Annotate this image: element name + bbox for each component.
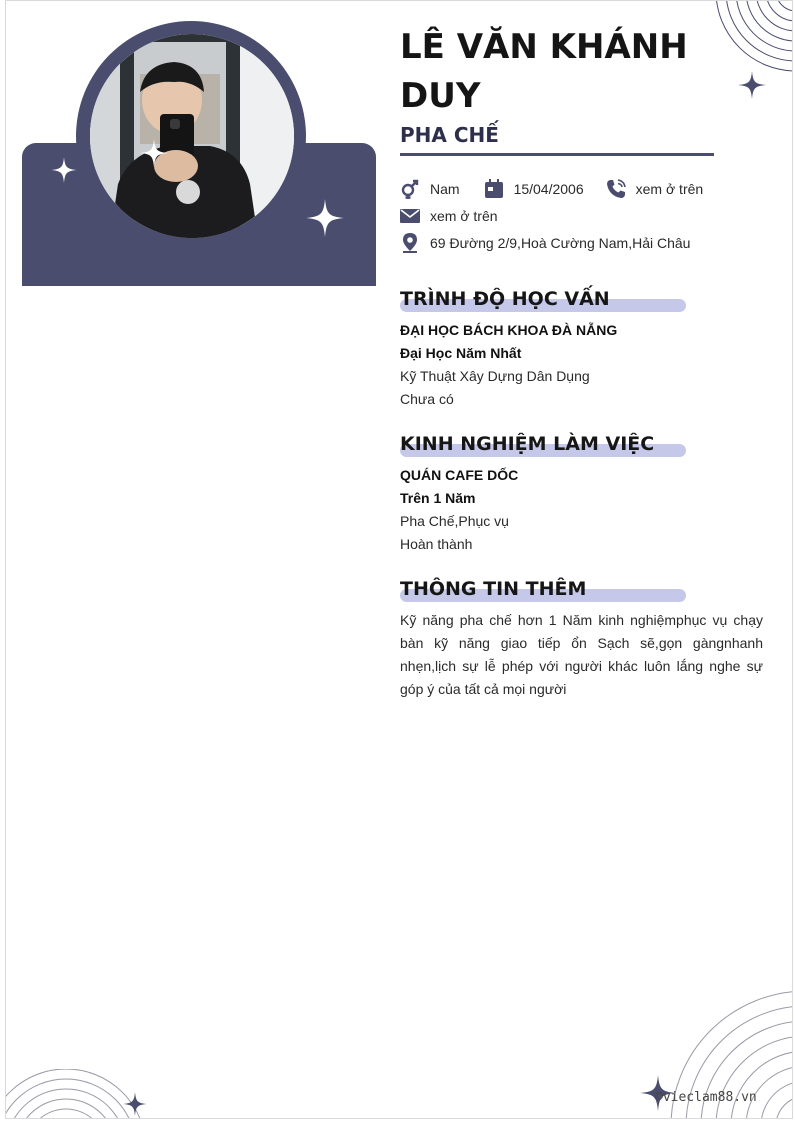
phone-item <box>606 179 704 199</box>
education-title: TRÌNH ĐỘ HỌC VẤN <box>400 288 610 310</box>
experience-duration: Trên 1 Năm <box>400 490 476 506</box>
birthday-item <box>484 179 584 199</box>
experience-role: Pha Chế,Phục vụ <box>400 513 509 529</box>
cv-page <box>5 0 793 1119</box>
contact-row-1 <box>400 178 723 200</box>
gender-icon <box>400 179 420 199</box>
email-value: xem ở trên <box>430 208 498 224</box>
education-school: ĐẠI HỌC BÁCH KHOA ĐÀ NẴNG <box>400 322 618 338</box>
sparkle-icon <box>738 71 766 99</box>
calendar-icon <box>484 179 504 199</box>
contact-row-2 <box>400 205 498 227</box>
gender-value: Nam <box>430 181 460 197</box>
sparkle-icon <box>51 157 77 183</box>
additional-text: Kỹ năng pha chế hơn 1 Năm kinh nghiệmphục vụ chạy bàn kỹ năng giao tiếp ổn Sạch sẽ,gọn gàngnhanh nhẹn,lịch sự lễ phép với người khác luôn lắng nghe sự góp ý của tất cả mọi người <box>400 612 763 697</box>
candidate-name: LÊ VĂN KHÁNH DUY <box>400 27 688 116</box>
phone-icon <box>606 179 626 199</box>
phone-value: xem ở trên <box>635 181 704 197</box>
location-pin-icon <box>400 233 420 253</box>
experience-company: QUÁN CAFE DỐC <box>400 467 519 483</box>
experience-title: KINH NGHIỆM LÀM VIỆC <box>400 433 655 455</box>
education-major: Kỹ Thuật Xây Dựng Dân Dụng <box>400 368 590 384</box>
watermark: ©vieclam88.vn <box>655 1090 757 1105</box>
divider <box>400 153 714 156</box>
education-level: Đại Học Năm Nhất <box>400 345 522 361</box>
experience-status: Hoàn thành <box>400 536 473 552</box>
avatar <box>90 34 294 238</box>
birthday-value: 15/04/2006 <box>513 181 584 197</box>
job-title: PHA CHẾ <box>400 123 499 147</box>
address-value: 69 Đường 2/9,Hoà Cường Nam,Hải Châu <box>430 235 691 251</box>
gender-item <box>400 179 460 199</box>
education-result: Chưa có <box>400 391 454 407</box>
sparkle-icon <box>140 139 168 167</box>
sparkle-icon <box>123 1092 147 1116</box>
mail-icon <box>400 206 420 226</box>
sparkle-icon <box>306 199 344 237</box>
contact-row-3 <box>400 232 690 254</box>
additional-title: THÔNG TIN THÊM <box>400 578 587 600</box>
